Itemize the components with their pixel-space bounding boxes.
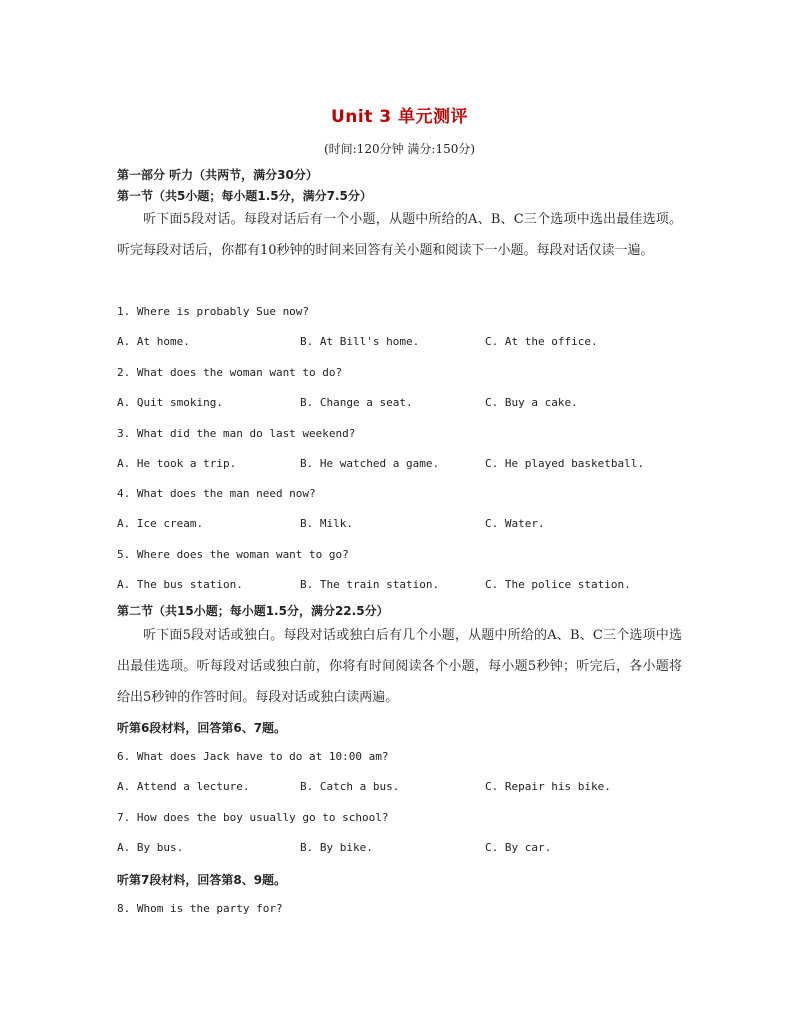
q1-option-b: B. At Bill's home. [300, 335, 420, 348]
question-5: 5. Where does the woman want to go? [117, 548, 349, 561]
q6-option-c: C. Repair his bike. [485, 780, 611, 793]
q4-option-a: A. Ice cream. [117, 517, 204, 530]
question-7: 7. How does the boy usually go to school? [117, 811, 389, 824]
q1-option-c: C. At the office. [485, 335, 598, 348]
page-title: Unit 3 单元测评 [330, 107, 469, 127]
q2-option-c: C. Buy a cake. [485, 396, 578, 409]
q2-option-b: B. Change a seat. [300, 396, 413, 409]
question-6: 6. What does Jack have to do at 10:00 am? [117, 750, 389, 763]
q4-option-c: C. Water. [485, 517, 545, 530]
question-8: 8. Whom is the party for? [117, 902, 283, 915]
question-4: 4. What does the man need now? [117, 487, 316, 500]
q3-option-a: A. He took a trip. [117, 457, 237, 470]
section2-instructions: 听下面5段对话或独白。每段对话或独白后有几个小题，从题中所给的A、B、C三个选项中选出最佳选项。听每段对话或独白前，你将有时间阅读各个小题，每小题5秒钟；听完后，各小题将给出5秒钟的作答时间。每段对话或独白读两遍。 [117, 628, 682, 705]
section1-heading: 第一节（共5小题；每小题1.5分，满分7.5分） [117, 189, 372, 203]
q1-option-a: A. At home. [117, 335, 190, 348]
material-6-heading: 听第6段材料，回答第6、7题。 [117, 721, 287, 735]
q3-option-c: C. He played basketball. [485, 457, 644, 470]
question-1: 1. Where is probably Sue now? [117, 305, 310, 318]
section1-instructions: 听下面5段对话。每段对话后有一个小题，从题中所给的A、B、C三个选项中选出最佳选项。听完每段对话后，你都有10秒钟的时间来回答有关小题和阅读下一小题。每段对话仅读一遍。 [117, 212, 682, 258]
q7-option-c: C. By car. [485, 841, 552, 854]
q5-option-c: C. The police station. [485, 578, 631, 591]
q6-option-a: A. Attend a lecture. [117, 780, 250, 793]
q6-option-b: B. Catch a bus. [300, 780, 400, 793]
section2-heading: 第二节（共15小题；每小题1.5分，满分22.5分） [117, 604, 389, 618]
q7-option-b: B. By bike. [300, 841, 373, 854]
q4-option-b: B. Milk. [300, 517, 353, 530]
q3-option-b: B. He watched a game. [300, 457, 440, 470]
part1-heading: 第一部分 听力（共两节，满分30分） [117, 168, 318, 182]
exam-info: (时间:120分钟 满分:150分) [323, 142, 476, 156]
question-3: 3. What did the man do last weekend? [117, 427, 356, 440]
q2-option-a: A. Quit smoking. [117, 396, 223, 409]
q5-option-b: B. The train station. [300, 578, 440, 591]
question-2: 2. What does the woman want to do? [117, 366, 343, 379]
material-7-heading: 听第7段材料，回答第8、9题。 [117, 873, 287, 887]
q5-option-a: A. The bus station. [117, 578, 243, 591]
q7-option-a: A. By bus. [117, 841, 184, 854]
